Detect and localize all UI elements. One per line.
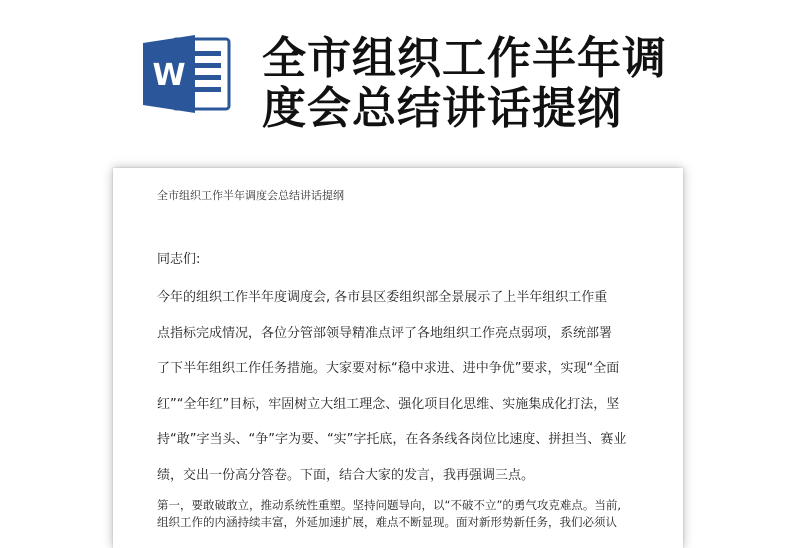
- paragraph-line: 绩，交出一份高分答卷。下面，结合大家的发言，我再强调三点。: [157, 467, 535, 483]
- paragraph-line: 第一，要敢破敢立，推动系统性重塑。坚持问题导向，以“不破不立”的勇气攻克难点。当前,: [157, 498, 622, 512]
- paragraph-line: 持“敢”字当头、“争”字为要、“实”字托底，在各条线各岗位比速度、拼担当、赛业: [157, 432, 627, 447]
- body-paragraph: [157, 280, 647, 493]
- paragraph-line: 红”“全年红”目标，牢固树立大组工理念、强化项目化思维、实施集成化打法，坚: [157, 396, 620, 412]
- document-page: [113, 168, 683, 548]
- salutation: 同志们:: [157, 252, 201, 267]
- paragraph-line: 组织工作的内涵持续丰富，外延加速扩展，难点不断显现。面对新形势新任务，我们必须认: [157, 515, 617, 529]
- word-document-icon: [143, 33, 233, 115]
- word-icon-letter: W: [152, 58, 186, 93]
- paragraph-line: 了下半年组织工作任务措施。大家要对标“稳中求进、进中争优”要求，实现“全面: [157, 361, 620, 376]
- running-header: 全市组织工作半年调度会总结讲话提纲: [157, 189, 344, 202]
- paragraph-line: 今年的组织工作半年度调度会, 各市县区委组织部全景展示了上半年组织工作重: [157, 290, 608, 305]
- title-line-1: 全市组织工作半年调: [262, 33, 667, 84]
- page-title: [262, 34, 702, 134]
- title-line-2: 度会总结讲话提纲: [262, 83, 622, 134]
- preview-header: [0, 0, 800, 160]
- paragraph-line: 点指标完成情况，各位分管部领导精准点评了各地组织工作亮点弱项，系统部署: [157, 325, 613, 341]
